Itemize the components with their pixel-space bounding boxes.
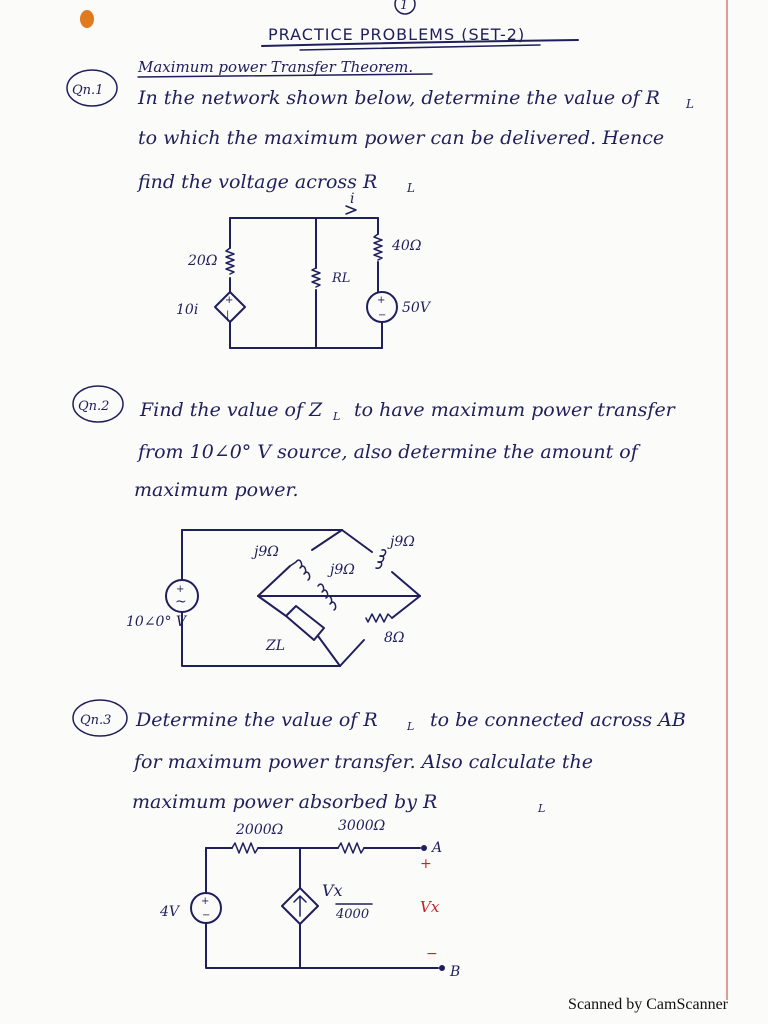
circuit-3 [159, 818, 460, 980]
question-2-label: Qn.2 [78, 399, 110, 414]
circuit-2-x3-label: j9Ω [330, 562, 355, 578]
circuit-3-resistor-3000 [338, 843, 364, 853]
circuit-3-r2-label: 3000Ω [338, 818, 386, 834]
circuit-1-src-plus: + [377, 295, 386, 306]
circuit-2-inductor-3 [318, 584, 336, 610]
circuit-3-node-b [439, 965, 445, 971]
circuit-3-src-plus: + [201, 896, 210, 907]
circuit-2-wire-b [312, 530, 342, 550]
page-title: PRACTICE PROBLEMS (SET-2) [268, 25, 526, 44]
page-number [395, 0, 415, 14]
circuit-1-dep-plus: + [225, 295, 234, 306]
circuit-2-wire-e [392, 596, 420, 618]
scanner-footer: Scanned by CamScanner [568, 996, 728, 1013]
circuit-1-resistor-20 [226, 248, 234, 274]
circuit-3-node-a-label: A [432, 840, 443, 856]
question-2-sub-l: L [333, 410, 341, 423]
circuit-3-src-minus: − [202, 910, 211, 921]
circuit-2-src-plus: + [176, 584, 185, 595]
circuit-3-resistor-2000 [232, 843, 258, 853]
question-3-sub-l-1: L [407, 720, 415, 733]
question-3-line-1a: Determine the value of R [136, 709, 378, 731]
circuit-3-src-label: 4V [160, 904, 180, 920]
circuit-1-rl-label: RL [332, 271, 351, 286]
circuit-1-src-label: 50V [402, 300, 430, 316]
question-2-line-1a: Find the value of Z [140, 399, 323, 421]
circuit-3-r1-label: 2000Ω [236, 822, 284, 838]
circuit-1-r2-label: 40Ω [392, 238, 422, 254]
question-1-line-1: In the network shown below, determine the value of R [138, 87, 660, 109]
question-2-line-3: maximum power. [134, 479, 299, 501]
question-3-line-3: maximum power absorbed by R [132, 791, 438, 813]
circuit-3-vx-label: Vx [420, 898, 440, 916]
question-1-label: Qn.1 [72, 83, 104, 98]
circuit-3-dep-num: Vx [322, 881, 343, 900]
circuit-3-node-b-label: B [450, 964, 461, 980]
question-2-line-2: from 10∠0° V source, also determine the amount of [138, 441, 638, 463]
circuit-3-dep-arrow [294, 896, 306, 916]
circuit-1-r1-label: 20Ω [188, 253, 218, 269]
circuit-3-vx-plus: + [420, 856, 432, 872]
page-number-text: 1 [400, 0, 409, 13]
circuit-2-resistor-8 [366, 614, 392, 622]
circuit-2-src-label: 10∠0° V [126, 614, 187, 630]
circuit-2-src-wave: ~ [175, 594, 187, 610]
circuit-2-x1-label: j9Ω [254, 544, 279, 560]
circuit-2-inductor-2 [376, 550, 386, 569]
question-1-sub-1: L [686, 97, 694, 111]
question-1-line-3: find the voltage across R [138, 171, 378, 193]
circuit-2-inductor-1 [290, 560, 310, 580]
circuit-2-left-wire-bot [182, 612, 340, 666]
circuit-3-vx-minus: − [426, 946, 438, 962]
circuit-1-resistor-rl [312, 268, 320, 287]
title-underline-2 [300, 45, 540, 50]
circuit-2-wire-d [392, 572, 420, 596]
question-1 [67, 70, 694, 195]
question-1-sub-2: L [407, 181, 415, 195]
question-2 [73, 386, 677, 501]
question-3 [73, 700, 686, 815]
circuit-1-dep-minus: | [226, 310, 230, 321]
circuit-2-x2-label: j9Ω [390, 534, 415, 550]
circuit-2-wire-c [342, 530, 372, 552]
question-2-line-1b: to have maximum power transfer [354, 399, 675, 421]
circuit-2-r-label: 8Ω [384, 630, 405, 646]
circuit-1-src-minus: − [378, 310, 387, 321]
circuit-1-resistor-40 [374, 234, 382, 260]
circuit-2 [126, 530, 420, 666]
circuit-1-current-arrow [346, 206, 356, 214]
circuit-1-current-label: i [350, 191, 355, 207]
circuit-2-wire-f [340, 640, 364, 666]
circuit-3-node-a [421, 845, 427, 851]
circuit-3-dep-den: 4000 [336, 907, 370, 922]
question-3-line-2: for maximum power transfer. Also calculate the [134, 751, 594, 773]
circuit-2-wire-a [258, 566, 290, 596]
question-3-sub-l-2: L [538, 802, 546, 815]
circuit-1 [176, 191, 432, 348]
circuit-2-wire-g [258, 596, 286, 616]
circuit-2-load-box [286, 606, 324, 640]
circuit-1-dep-label: 10i [176, 302, 199, 318]
question-3-label: Qn.3 [80, 713, 112, 728]
topic-heading: Maximum power Transfer Theorem. [138, 58, 414, 76]
circuit-3-bottom-wire [206, 924, 438, 968]
circuit-2-zl-label: ZL [266, 638, 286, 654]
question-3-line-1b: to be connected across AB [430, 709, 686, 731]
circuit-2-wire-h [318, 636, 340, 666]
question-1-line-2: to which the maximum power can be delivered. Hence [138, 127, 665, 149]
